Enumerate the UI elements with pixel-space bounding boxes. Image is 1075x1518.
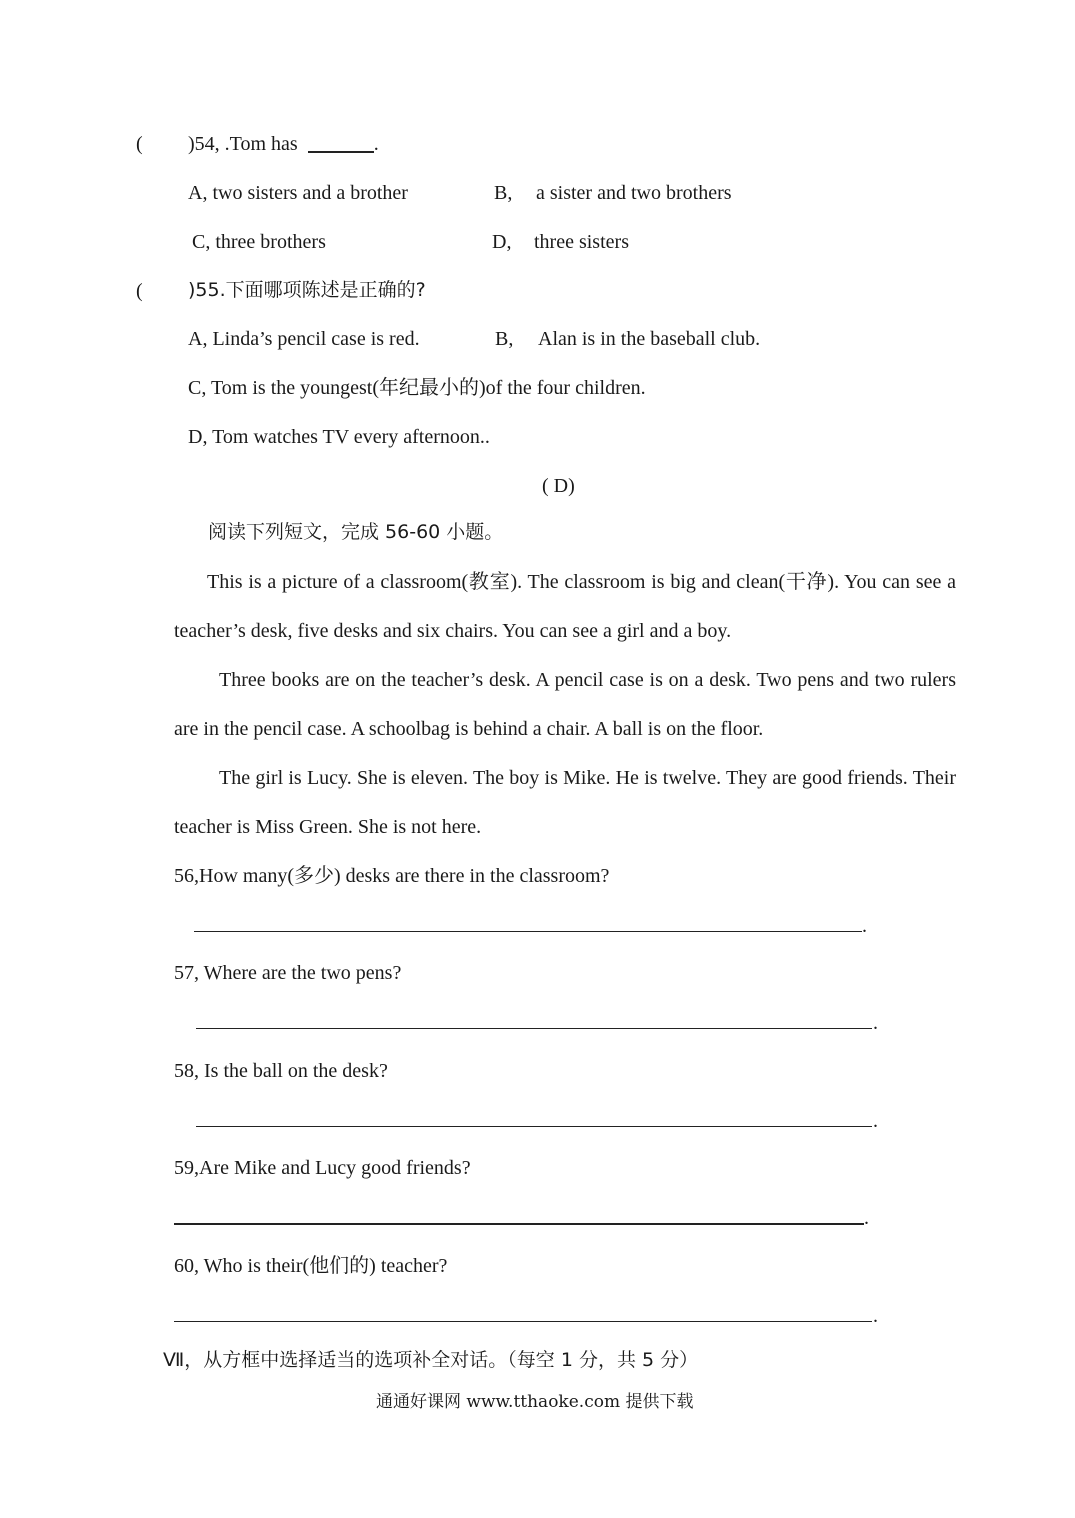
q54-option-b: a sister and two brothers [536,182,732,204]
q55-option-d: D, Tom watches TV every afternoon.. [188,426,490,448]
answer-line-56[interactable] [194,931,862,932]
passage-paragraph-3: The girl is Lucy. She is eleven. The boy is Mike. He is twelve. They are good friends. Their teacher is Miss Green. She is not here. [174,767,956,838]
q55-option-a: A, Linda’s pencil case is red. [188,328,420,350]
question-59: 59,Are Mike and Lucy good friends? [174,1157,471,1179]
question-56: 56,How many(多少) desks are there in the classroom? [174,865,610,887]
question-57: 57, Where are the two pens? [174,962,402,984]
q54-answer-blank[interactable] [308,151,374,153]
answer-line-58[interactable] [196,1126,872,1127]
q55-option-b-label: B, [495,328,514,350]
answer-line-59[interactable] [174,1223,864,1225]
answer-period-56: . [862,915,867,937]
answer-period-57: . [873,1012,878,1034]
q54-stem [188,134,379,154]
answer-period-59: . [864,1207,869,1229]
q55-option-c: C, Tom is the youngest(年纪最小的)of the four children. [188,377,646,399]
page-footer: 通通好课网 www.tthaoke.com 提供下载 [376,1392,694,1412]
q54-option-c: C, three brothers [192,231,326,253]
q54-period: . [373,133,379,155]
section-vii-title: Ⅶ，从方框中选择适当的选项补全对话。（每空 1 分，共 5 分） [163,1349,699,1371]
passage-paragraph-1: This is a picture of a classroom(教室). The classroom is big and clean(干净). You can see a teacher’s desk, five desks and six chairs. You can see a girl and a boy. [174,571,956,642]
question-58: 58, Is the ball on the desk? [174,1060,388,1082]
q54-option-b-label: B, [494,182,513,204]
passage-paragraph-2: Three books are on the teacher’s desk. A pencil case is on a desk. Two pens and two rulers are in the pencil case. A schoolbag is behind a chair. A ball is on the floor. [174,669,956,740]
answer-period-58: . [873,1110,878,1132]
q54-option-d: three sisters [534,231,629,253]
q55-stem: )55.下面哪项陈述是正确的? [188,279,426,301]
section-d-heading: ( D) [542,475,575,497]
answer-period-60: . [873,1305,878,1327]
question-60: 60, Who is their(他们的) teacher? [174,1255,448,1277]
answer-line-57[interactable] [196,1028,872,1029]
section-d-instruction: 阅读下列短文，完成 56-60 小题。 [208,521,504,543]
q54-stem-text: )54, .Tom has [188,133,298,155]
q54-option-d-label: D, [492,231,512,253]
q55-paren: ( [136,280,143,302]
q54-paren: ( [136,133,143,155]
q54-option-a: A, two sisters and a brother [188,182,408,204]
q55-option-b: Alan is in the baseball club. [538,328,761,350]
answer-line-60[interactable] [174,1321,872,1322]
